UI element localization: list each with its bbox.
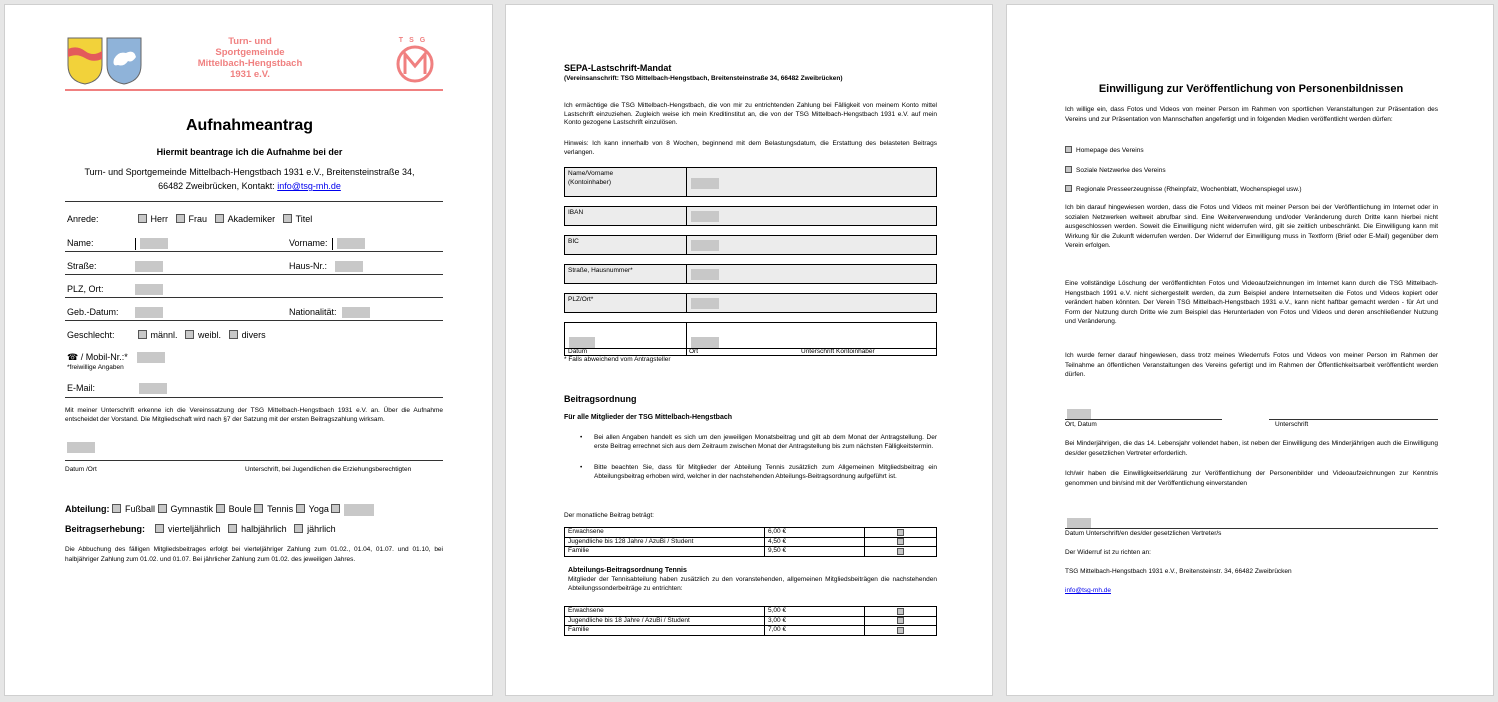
widerruf-email-link[interactable]: info@tsg-mh.de (1065, 587, 1111, 594)
unterschrift-label: Unterschrift, bei Jugendlichen die Erziehungsberechtigten (245, 466, 412, 473)
divider (65, 297, 443, 298)
sepa-hinweis: Hinweis: Ich kann innerhalb von 8 Wochen, beginnend mit dem Belastungsdatum, die Erstattung des belasteten Beitrags verlangen. (564, 140, 937, 156)
sepa-text: Ich ermächtige die TSG Mittelbach-Hengstbach, die von mir zu entrichtenden Zahlung bei Fälligkeit von meinem Konto mittel Lastschrift einzuziehen. Zugleich weise ich mein Kreditinstitut an, die von der TSG Mittelbach-Hengstbach 1931 e.V. auf mein Konto gezogene Lastschrift einzulösen. (564, 102, 937, 127)
geb-field[interactable] (135, 307, 163, 318)
sepa-field-name: Name/Vorname (Kontoinhaber) (564, 167, 937, 197)
abbuchung-text: Die Abbuchung des fälligen Mitgliedsbeitrages erfolgt bei vierteljähriger Zahlung zum 01.02., 01.04, 01.07. und 01.10, bei halbjähriger Zahlung zum 01.02. und 01.07. Bei jährlicher Zahlung zum 01.02. des jeweiligen Jahres. (65, 546, 443, 563)
geschlecht-label: Geschlecht: (67, 330, 115, 340)
beitragserhebung-row (65, 523, 336, 535)
einwilligung-para1: Ich bin darauf hingewiesen worden, dass die Fotos und Videos mit meiner Person bei der Veröffentlichung im Internet oder in sozialen Netzwerken weltweit abrufbar sind. Eine Weiterverwendung und/oder Veränderung durch Dritte kann hierbei nicht ausgeschlossen werden. Soweit die Einwilligung nicht widerrufen wird, gilt sie zeitlich unbeschränkt. Die Einwilligung kann mit Wirkung für die Zukunft widerrufen werden. Der Widerruf der Einwilligung muss in Textform (Brief oder E-Mail) gegenüber dem Verein erfolgen. (1065, 204, 1438, 249)
tennis-erwachsene-checkbox[interactable] (897, 608, 904, 615)
beitrag-bullet-2: Bitte beachten Sie, dass für Mitglieder der Abteilung Tennis zusätzlich zum Allgemeinen Mitgliedsbeitrag ein Abteilungsbeitrag erhoben wird, welcher in der nachstehenden Abteilungs-Beitragsordnung aufgeführt ist. (594, 464, 937, 480)
phone-row (67, 351, 165, 363)
page-aufnahmeantrag (4, 4, 493, 696)
beitrag-label: Beitragserhebung: (65, 524, 146, 534)
sepa-signature-box (564, 322, 937, 356)
divider (65, 201, 443, 202)
beitrag-jaehrlich-checkbox[interactable]: jährlich (294, 524, 336, 534)
guardian-signature-field[interactable] (1067, 518, 1091, 528)
vorname-field[interactable] (337, 238, 365, 249)
tennis-jugendliche-checkbox[interactable] (897, 617, 904, 624)
name-field[interactable] (140, 238, 168, 249)
sepa-field-plz: PLZ/Ort* (564, 293, 937, 313)
media-homepage-checkbox[interactable]: Homepage des Vereins (1065, 146, 1144, 156)
divider (65, 460, 443, 461)
sepa-footnote: * Falls abweichend vom Antragsteller (564, 356, 671, 363)
sepa-iban-input[interactable] (691, 211, 719, 222)
page-sepa-beitragsordnung (505, 4, 993, 696)
unterschrift-label: Unterschrift (1275, 421, 1309, 428)
sepa-title: SEPA-Lastschrift-Mandat (564, 63, 672, 73)
hausnr-label: Haus-Nr.: (289, 261, 328, 271)
table-row: Erwachsene 5,00 € (565, 607, 937, 617)
abteilung-gymnastik-checkbox[interactable]: Gymnastik (158, 504, 214, 514)
bullet-icon: • (580, 434, 583, 441)
fuer-alle-heading: Für alle Mitglieder der TSG Mittelbach-Hengstbach (564, 414, 733, 421)
einwilligung-title: Einwilligung zur Veröffentlichung von Personenbildnissen (1098, 83, 1404, 95)
freiwillig-note: *freiwillige Angaben (67, 364, 124, 371)
strasse-field[interactable] (135, 261, 163, 272)
fee-familie-checkbox[interactable] (897, 548, 904, 555)
beitragsordnung-title: Beitragsordnung (564, 394, 637, 404)
sepa-name-input[interactable] (691, 178, 719, 189)
club-name: Turn- und Sportgemeinde Mittelbach-Hengstbach 1931 e.V. (197, 36, 303, 80)
sepa-field-iban: IBAN (564, 206, 937, 226)
hausnr-field[interactable] (335, 261, 363, 272)
sepa-subtitle: (Vereinsanschrift: TSG Mittelbach-Hengstbach, Breitensteinstraße 34, 66482 Zweibrücken) (564, 75, 843, 82)
abteilung-other-checkbox[interactable] (331, 504, 344, 514)
table-row: Erwachsene 6,00 € (565, 528, 937, 538)
email-link[interactable]: info@tsg-mh.de (277, 181, 341, 191)
table-row: Jugendliche bis 18 Jahre / AzuBi / Student 3,00 € (565, 616, 937, 626)
email-field[interactable] (139, 383, 167, 394)
media-presse-checkbox[interactable]: Regionale Presseerzeugnisse (Rheinpfalz, Wochenblatt, Wochenspiegel usw.) (1065, 185, 1302, 195)
page-title: Aufnahmeantrag (185, 117, 314, 134)
divider (65, 397, 443, 398)
table-row: Familie 9,50 € (565, 547, 937, 557)
beitrag-halbjaehrlich-checkbox[interactable]: halbjährlich (228, 524, 287, 534)
fee-erwachsene-checkbox[interactable] (897, 529, 904, 536)
bullet-icon: • (580, 464, 583, 471)
divider (1065, 528, 1438, 529)
email-row (67, 382, 167, 394)
emblem-letters: TSG (398, 37, 432, 44)
club-address: Turn- und Sportgemeinde Mittelbach-Hengstbach 1931 e.V., Breitensteinstraße 34, (84, 167, 415, 177)
plz-field[interactable] (135, 284, 163, 295)
geschlecht-row (67, 329, 266, 341)
name-label: Name: (67, 238, 94, 248)
intro-text: Hiermit beantrage ich die Aufnahme bei der (156, 147, 343, 157)
coat-of-arms-left-icon (67, 37, 103, 85)
plz-row (67, 283, 163, 295)
divider (65, 274, 443, 275)
sepa-field-strasse: Straße, Hausnummer* (564, 264, 937, 284)
geschlecht-divers-checkbox[interactable]: divers (229, 330, 266, 340)
ort-datum-label: Ort, Datum (1065, 421, 1097, 428)
sepa-ort-label: Ort (689, 348, 699, 355)
guardian-label: Datum Unterschrift/en des/der gesetzlichen Vertreter/s (1065, 530, 1222, 537)
anrede-herr-checkbox[interactable]: Herr (138, 214, 169, 224)
tennis-title: Abteilungs-Beitragsordnung Tennis (568, 567, 687, 574)
anrede-akademiker-checkbox[interactable]: Akademiker (215, 214, 276, 224)
fee-jugendliche-checkbox[interactable] (897, 538, 904, 545)
ort-datum-field[interactable] (1067, 409, 1091, 419)
beitrag-bullet-1: Bei allen Angaben handelt es sich um den jeweiligen Monatsbeitrag und gilt ab dem Monat der Antragstellung. Der erste Beitrag errechnet sich aus dem Zeitraum zwischen Monat der Antragstellung bis zum nächsten Fälligkeitstermin. (594, 434, 937, 450)
table-row: Jugendliche bis 128 Jahre / AzuBi / Student 4,50 € (565, 537, 937, 547)
divider (65, 320, 443, 321)
tennis-fee-table (564, 606, 937, 636)
read-text: Ich/wir haben die Einwilligkeitserklärung zur Veröffentlichung der Personenbilder und Videoaufzeichnungen zur Kenntnis genommen und bin/sind mit der Veröffentlichung einverstanden (1065, 470, 1438, 487)
vorname-label: Vorname: (289, 238, 328, 248)
signature-datum-field[interactable] (67, 442, 95, 453)
sepa-plz-input[interactable] (691, 298, 719, 309)
sepa-strasse-input[interactable] (691, 269, 719, 280)
page-einwilligung (1006, 4, 1494, 696)
sepa-datum-input[interactable] (569, 337, 595, 348)
abteilung-yoga-checkbox[interactable]: Yoga (296, 504, 329, 514)
header-rule (65, 89, 443, 91)
fee-table (564, 527, 937, 557)
club-emblem-icon (395, 38, 435, 84)
abteilung-other-field[interactable] (344, 504, 374, 516)
datum-ort-label: Datum /Ort (65, 466, 97, 473)
sepa-ort-input[interactable] (691, 337, 719, 348)
sepa-bic-input[interactable] (691, 240, 719, 251)
anrede-frau-checkbox[interactable]: Frau (176, 214, 208, 224)
anrede-row (67, 213, 312, 225)
tennis-familie-checkbox[interactable] (897, 627, 904, 634)
abteilung-row (65, 503, 374, 516)
anrede-titel-checkbox[interactable]: Titel (283, 214, 313, 224)
nat-label: Nationalität: (289, 307, 337, 317)
sepa-field-bic: BIC (564, 235, 937, 255)
email-label: E-Mail: (67, 383, 96, 393)
widerruf-address: TSG Mittelbach-Hengstbach 1931 e.V., Breitensteinstr. 34, 66482 Zweibrücken (1065, 568, 1292, 575)
abteilung-fussball-checkbox[interactable]: Fußball (112, 504, 155, 514)
divider (1269, 419, 1438, 420)
abteilung-label: Abteilung: (65, 504, 110, 514)
name-row (67, 237, 443, 250)
geb-label: Geb.-Datum: (67, 307, 119, 317)
media-social-checkbox[interactable]: Soziale Netzwerke des Vereins (1065, 166, 1166, 176)
table-row: Familie 7,00 € (565, 626, 937, 636)
strasse-label: Straße: (67, 261, 97, 271)
einwilligung-para3: Ich wurde ferner darauf hingewiesen, dass trotz meines Wiederrufs Fotos und Videos von meiner Person im Rahmen der Teilnahme an öffentlichen Veranstaltungen des Vereins gefertigt und im Rahmen der Öffentlichkeitsarbeit veröffentlicht werden dürfen. (1065, 352, 1438, 378)
coat-of-arms-right-icon (106, 37, 142, 85)
sepa-unterschrift-label: Unterschrift Kontoinhaber (801, 348, 875, 355)
nat-field[interactable] (342, 307, 370, 318)
tennis-text: Mitglieder der Tennisabteilung haben zusätzlich zu den voranstehenden, allgemeinen Mitgliedsbeiträgen die nachstehenden Abteilungssonderbeiträge zu entrichten: (568, 576, 937, 592)
phone-field[interactable] (137, 352, 165, 363)
sepa-datum-label: Datum (568, 348, 588, 355)
monthly-label: Der monatliche Beitrag beträgt: (564, 512, 654, 519)
anrede-label: Anrede: (67, 214, 99, 224)
minors-text: Bei Minderjährigen, die das 14. Lebensjahr vollendet haben, ist neben der Einwilligung des Minderjährigen auch die Einwilligung des/der gesetzlichen Vertreter erforderlich. (1065, 440, 1438, 457)
phone-label: ☎ / Mobil-Nr.:* (67, 352, 128, 362)
abteilung-boule-checkbox[interactable]: Boule (216, 504, 252, 514)
geschlecht-maennl-checkbox[interactable]: männl. (138, 330, 178, 340)
club-contact: 66482 Zweibrücken, Kontakt: info@tsg-mh.de (158, 181, 341, 191)
divider (1065, 419, 1222, 420)
strasse-row (67, 260, 443, 272)
beitrag-vierteljaehrlich-checkbox[interactable]: vierteljährlich (155, 524, 221, 534)
einwilligung-intro: Ich willige ein, dass Fotos und Videos von meiner Person im Rahmen von sportlichen Veranstaltungen zur Präsentation des Vereins und zur Präsentation von Mannschaften angefertigt und in folgenden Medien veröffentlicht werden dürfen: (1065, 106, 1438, 123)
consent-text: Mit meiner Unterschrift erkenne ich die Vereinssatzung der TSG Mittelbach-Hengstbach 1931 e.V. an. Über die Aufnahme entscheidet der Vorstand. Die Mitgliedschaft wird nach §7 der Satzung mit der ersten Beitragszahlung wirksam. (65, 407, 443, 423)
abteilung-tennis-checkbox[interactable]: Tennis (254, 504, 293, 514)
divider (65, 251, 443, 252)
geschlecht-weibl-checkbox[interactable]: weibl. (185, 330, 221, 340)
plz-label: PLZ, Ort: (67, 284, 104, 294)
einwilligung-para2: Eine vollständige Löschung der veröffentlichten Fotos und Videoaufzeichnungen im Internet kann durch die TSG Mittelbach-Hengstbach 1991 e.V. nicht sichergestellt werden, da zum Beispiel andere Internetseiten die Fotos und Videos kopiert oder verändert haben könnten. Der Verein TSG Mittelbach-Hengstbach 1931 e.V., kann nicht haftbar gemacht werden - für Art und Form der Nutzung durch Dritte wie zum Beispiel das Herunterladen von Fotos und Videos und deren anschließender Nutzung und Veränderung. (1065, 280, 1438, 325)
widerruf-label: Der Widerruf ist zu richten an: (1065, 549, 1151, 556)
geb-row (67, 306, 443, 318)
